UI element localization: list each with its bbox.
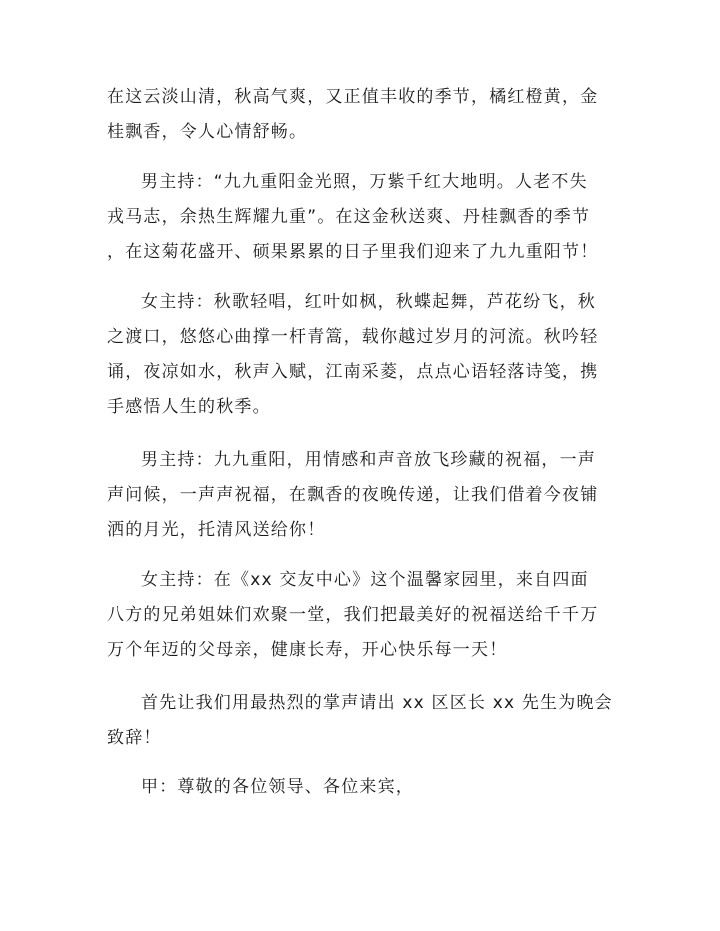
paragraph-female-host-1: [107, 285, 617, 425]
text-line: 诵，夜凉如水，秋声入赋，江南采菱，点点心语轻落诗笺，携: [107, 362, 599, 382]
text-line: 八方的兄弟姐妹们欢聚一堂，我们把最美好的祝福送给千千万: [107, 605, 599, 625]
text-line: 甲：尊敬的各位领导、各位来宾，: [141, 777, 414, 797]
text-line: 女主持：在《xx 交友中心》这个温馨家园里，来自四面: [141, 570, 589, 590]
text-line: 万个年迈的父母亲，健康长寿，开心快乐每一天！: [107, 640, 508, 660]
text-line: 洒的月光，托清风送给你！: [107, 520, 326, 540]
paragraph-opening: [107, 80, 617, 150]
text-line: 声问候，一声声祝福，在飘香的夜晚传递，让我们借着今夜铺: [107, 485, 599, 505]
text-line: 男主持：“九九重阳金光照，万紫千红大地明。人老不失: [141, 172, 588, 192]
text-line: 手感悟人生的秋季。: [107, 397, 271, 417]
text-line: 首先让我们用最热烈的掌声请出 xx 区区长 xx 先生为晚会: [141, 693, 613, 713]
text-line: 桂飘香，令人心情舒畅。: [107, 122, 308, 142]
paragraph-male-host-1: [107, 165, 617, 270]
text-line: 男主持：九九重阳，用情感和声音放飞珍藏的祝福，一声: [141, 450, 596, 470]
text-line: 之渡口，悠悠心曲撑一杆青篙，载你越过岁月的河流。秋吟轻: [107, 327, 599, 347]
text-line: 致辞！: [107, 728, 162, 748]
text-line: 女主持：秋歌轻唱，红叶如枫，秋蝶起舞，芦花纷飞，秋: [141, 292, 596, 312]
paragraph-speech-a: [107, 770, 617, 805]
paragraph-invitation: [107, 686, 617, 756]
paragraph-female-host-2: [107, 563, 617, 668]
text-line: ，在这菊花盛开、硕果累累的日子里我们迎来了九九重阳节！: [107, 242, 599, 262]
text-line: 在这云淡山清，秋高气爽，又正值丰收的季节，橘红橙黄，金: [107, 87, 599, 107]
text-line: 戎马志，余热生辉耀九重”。在这金秋送爽、丹桂飘香的季节: [107, 207, 591, 227]
paragraph-male-host-2: [107, 443, 617, 548]
